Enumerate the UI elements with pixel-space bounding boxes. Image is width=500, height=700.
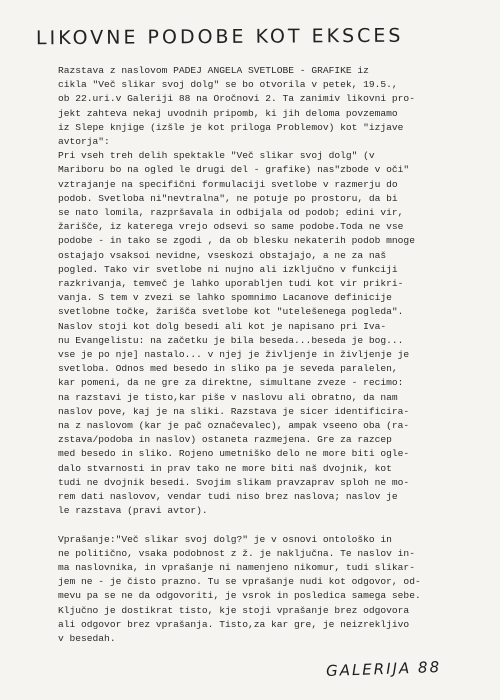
- text-line: ne politično, vsaka podobnost z ž. je naključna. Te naslov in-: [58, 547, 415, 559]
- text-line: se nato lomila, razpršavala in odbijala od podob; edini vir,: [58, 207, 404, 219]
- text-line: na razstavi je tisto,kar piše v naslovu ali obratno, da nam: [58, 391, 398, 403]
- text-line: podob. Svetloba ni"nevtralna", ne potuje po prostoru, da bi: [58, 192, 398, 204]
- text-line: nu Evangelistu: na začetku je bila beseda...beseda je bog...: [58, 334, 404, 346]
- text-line: razkrivanja, temveč je lahko uporabljen tudi kot vir prikri-: [58, 278, 404, 290]
- text-line: Naslov stoji kot dolg besedi ali kot je napisano pri Iva-: [58, 320, 387, 332]
- text-line: svetlobne točke, žarišča svetlobe kot "utelešenega pogleda".: [58, 306, 404, 318]
- text-line: vztrajanje na specifični formulaciji svetlobe v razmerju do: [58, 178, 398, 190]
- text-line: svetloba. Odnos med besedo in sliko pa je seveda paralelen,: [58, 363, 398, 375]
- typed-text-body: [58, 64, 468, 646]
- text-line: Vprašanje:"Več slikar svoj dolg?" je v osnovi ontološko in: [58, 533, 392, 545]
- text-line: ob 22.uri.v Galeriji 88 na Oročnovi 2. Ta zanimiv likovni pro-: [58, 93, 415, 105]
- text-line: vanja. S tem v zvezi se lahko spomnimo Lacanove definicije: [58, 292, 392, 304]
- handwritten-signature: GALERIJA 88: [325, 657, 442, 681]
- text-line: v besedah.: [58, 632, 116, 644]
- text-line: podobe - in tako se zgodi , da ob blesku nekaterih podob mnoge: [58, 235, 415, 247]
- text-line: Ključno je dostikrat tisto, kje stoji vprašanje brez odgovora: [58, 604, 410, 616]
- text-line: vse je po nje] nastalo... v njej je življenje in življenje je: [58, 349, 410, 361]
- text-line: rem dati naslovov, vendar tudi niso brez naslova; naslov je: [58, 491, 398, 503]
- text-line: med besedo in sliko. Rojeno umetniško delo ne more biti ogle-: [58, 448, 410, 460]
- text-line: jekt zahteva nekaj uvodnih pripomb, ki jih deloma povzemamo: [58, 107, 398, 119]
- paragraph-2: [58, 149, 468, 319]
- text-line: pogled. Tako vir svetlobe ni nujno ali izključno v funkciji: [58, 263, 398, 275]
- text-line: zstava/podoba in naslov) ostaneta razmejena. Gre za razcep: [58, 434, 392, 446]
- text-line: ma naslovnika, in vprašanje ni namenjeno nikomur, tudi slikar-: [58, 561, 415, 573]
- text-line: le razstava (pravi avtor).: [58, 505, 208, 517]
- text-line: Razstava z naslovom PADEJ ANGELA SVETLOBE - GRAFIKE iz: [58, 65, 369, 76]
- text-line: ali odgovor brez vprašanja. Tisto,za kar gre, je neizrekljivo: [58, 618, 410, 630]
- text-line: avtorja":: [58, 136, 110, 148]
- text-line: žarišče, iz katerega vrejo odsevi so same podobe.Toda ne vse: [58, 221, 404, 233]
- text-line: naslov pove, kaj je na sliki. Razstava je sicer identificira-: [58, 405, 410, 417]
- paragraph-4: [58, 533, 468, 647]
- text-line: tudi ne dvojnik besedi. Svojim slikam pravzaprav sploh ne mo-: [58, 476, 410, 488]
- text-line: na z naslovom (kar je pač označevalec), ampak vseeno oba (ra-: [58, 420, 410, 432]
- text-line: iz Slepe knjige (izšle je kot priloga Problemov) kot "izjave: [58, 121, 404, 133]
- text-line: Pri vseh treh delih spektakle "Več slikar svoj dolg" (v: [58, 150, 375, 162]
- text-line: Mariboru bo na ogled le drugi del - grafike) nas"zbode v oči": [58, 164, 410, 176]
- handwritten-title: LIKOVNE PODOBE KOT EKSCES: [35, 24, 404, 50]
- text-line: kar pomeni, da ne gre za direktne, simultane zveze - recimo:: [58, 377, 404, 389]
- paragraph-3: [58, 320, 468, 519]
- text-line: cikla "Več slikar svoj dolg" se bo otvorila v petek, 19.5.,: [58, 79, 398, 91]
- text-line: dalo stvarnosti in prav tako ne more biti naš dvojnik, kot: [58, 462, 392, 474]
- paragraph-1: [58, 64, 468, 149]
- text-line: ostajajo vsaksoi nevidne, vseskozi obstajajo, a ne za naš: [58, 249, 387, 261]
- text-line: jem ne - je čisto prazno. Tu se vprašanje nudi kot odgovor, od-: [58, 576, 421, 588]
- text-line: mevu pa se ne da odgovoriti, je vsrok in posledica samega sebe.: [58, 590, 421, 602]
